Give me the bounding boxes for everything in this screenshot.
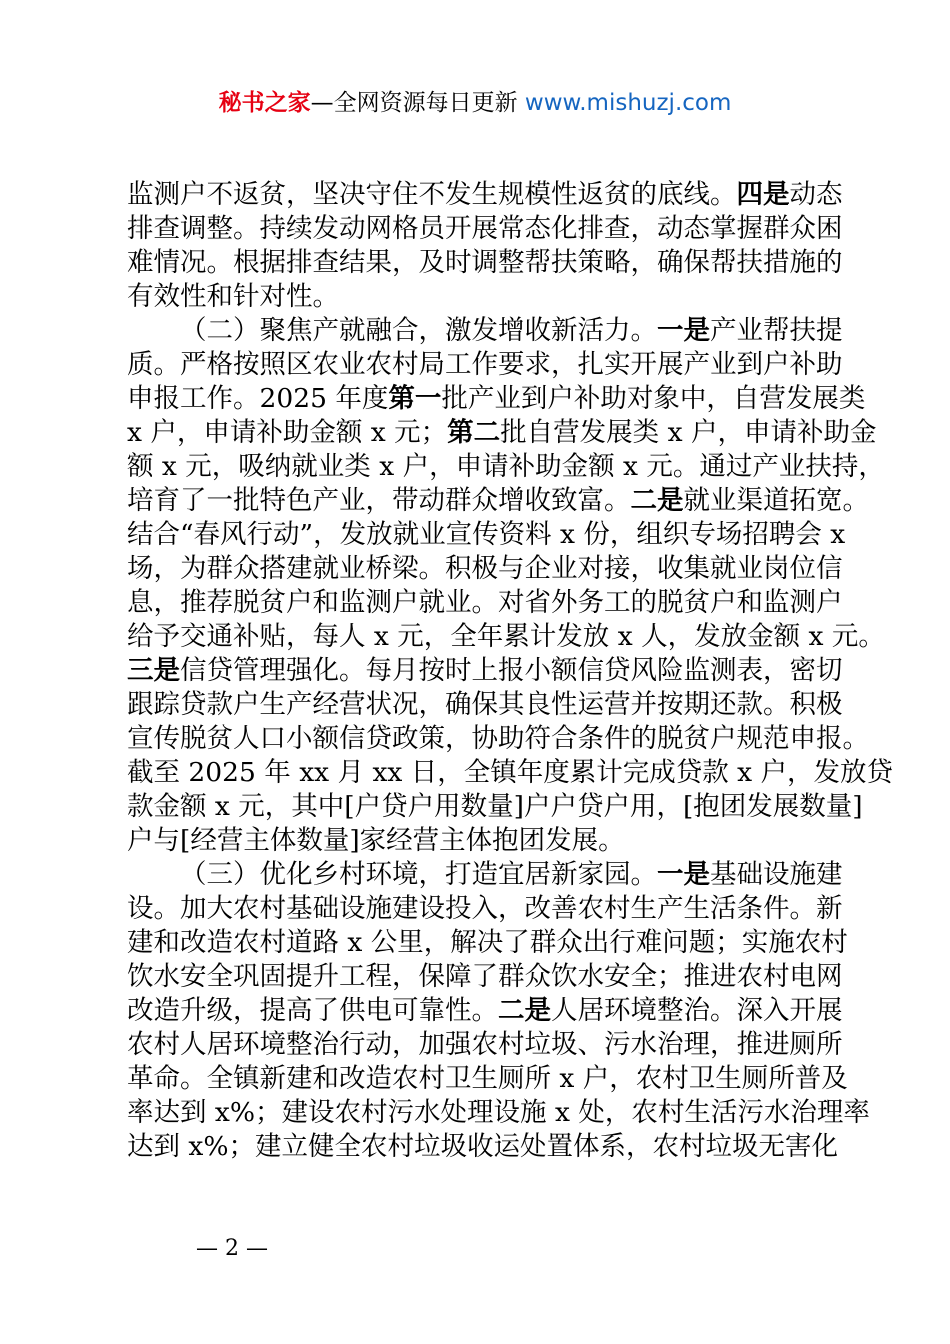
bold-run: 四是 [736,179,790,210]
text-run: 信贷管理强化。每月按时上报小额信贷风险监测表，密切 [180,655,843,686]
text-line [127,824,837,858]
text-run: 质。严格按照区农业农村局工作要求，扎实开展产业到户补助 [127,349,843,380]
text-run: （二）聚焦产就融合，激发增收新活力。 [180,315,657,346]
text-line [127,926,848,960]
text-line [127,552,843,586]
text-run: 款金额 x 元，其中[户贷户用数量]户户贷户用，[抱团发展数量] [127,791,863,822]
text-run: 人居环境整治。深入开展 [551,995,843,1026]
document-body [127,178,894,1164]
text-run: 达到 x%；建立健全农村垃圾收运处置体系，农村垃圾无害化 [127,1131,839,1162]
text-line [127,960,843,994]
bold-run: 二是 [630,485,684,516]
text-run: 息，推荐脱贫户和监测户就业。对省外务工的脱贫户和监测户 [127,587,843,618]
bold-run: 三是 [127,655,180,686]
text-run: 设。加大农村基础设施建设投入，改善农村生产生活条件。新 [127,893,843,924]
text-run: 基础设施建 [710,859,843,890]
text-run: 难情况。根据排查结果，及时调整帮扶策略，确保帮扶措施的 [127,247,843,278]
text-line [127,518,846,552]
text-line [127,1096,870,1130]
text-line [127,586,843,620]
text-run: 申报工作。2025 年度 [127,383,389,414]
text-run: 产业帮扶提 [710,315,843,346]
text-line [127,314,843,348]
text-run: 率达到 x%；建设农村污水处理设施 x 处，农村生活污水治理率 [127,1097,870,1128]
page-number: — 2 — [196,1236,268,1261]
text-run: 改造升级，提高了供电可靠性。 [127,995,498,1026]
text-run: 批产业到户补助对象中，自营发展类 [441,383,866,414]
text-run: 动态 [789,179,843,210]
text-run: 农村人居环境整治行动，加强农村垃圾、污水治理，推进厕所 [127,1029,843,1060]
text-run: 有效性和针对性。 [127,281,339,312]
text-line [127,484,869,518]
text-run: 建和改造农村道路 x 公里，解决了群众出行难问题；实施农村 [127,927,848,958]
text-run: 批自营发展类 x 户，申请补助金 [500,417,877,448]
text-line [127,790,863,824]
text-run: 户与[经营主体数量]家经营主体抱团发展。 [127,825,625,856]
text-run: 跟踪贷款户生产经营状况，确保其良性运营并按期还款。积极 [127,689,843,720]
text-run: 额 x 元，吸纳就业类 x 户，申请补助金额 x 元。通过产业扶持， [127,451,885,482]
text-run: 培育了一批特色产业，带动群众增收致富。 [127,485,631,516]
bold-run: 第二 [447,417,501,448]
text-run: 监测户不返贫，坚决守住不发生规模性返贫的底线。 [127,179,737,210]
text-line [127,1028,843,1062]
bold-run: 一是 [657,315,710,346]
text-run: x 户，申请补助金额 x 元； [127,417,448,448]
site-header [0,86,950,120]
brand-name: 秘书之家 [218,90,311,116]
text-line [127,1130,837,1164]
text-run: 截至 2025 年 xx 月 xx 日，全镇年度累计完成贷款 x 户，发放贷 [127,757,894,788]
text-run: （三）优化乡村环境，打造宜居新家园。 [180,859,657,890]
text-run: 结合“春风行动”，发放就业宣传资料 x 份，组织专场招聘会 x [127,519,846,550]
text-line [127,756,894,790]
bold-run: 一是 [657,859,710,890]
text-line [127,654,843,688]
text-line [127,858,843,892]
site-url-link[interactable]: www.mishuzj.com [524,90,732,116]
text-line [127,688,843,722]
text-line [127,280,837,314]
text-line [127,348,843,382]
text-run: 就业渠道拓宽。 [683,485,869,516]
text-line [127,994,843,1028]
text-run: 饮水安全巩固提升工程，保障了群众饮水安全；推进农村电网 [127,961,843,992]
text-run: 排查调整。持续发动网格员开展常态化排查，动态掌握群众困 [127,213,843,244]
text-line [127,246,843,280]
bold-run: 二是 [498,995,551,1026]
text-line [127,450,885,484]
text-line [127,620,885,654]
text-run: 给予交通补贴，每人 x 元，全年累计发放 x 人，发放金额 x 元。 [127,621,885,652]
text-line [127,382,866,416]
text-line [127,212,843,246]
text-run: 革命。全镇新建和改造农村卫生厕所 x 户，农村卫生厕所普及 [127,1063,848,1094]
bold-run: 第一 [388,383,442,414]
text-line [127,1062,848,1096]
text-line [127,416,877,450]
text-line [127,722,869,756]
text-line [127,892,843,926]
header-tagline: —全网资源每日更新 [310,90,525,116]
text-run: 宣传脱贫人口小额信贷政策，协助符合条件的脱贫户规范申报。 [127,723,869,754]
text-line [127,178,843,212]
text-run: 场，为群众搭建就业桥梁。积极与企业对接，收集就业岗位信 [127,553,843,584]
